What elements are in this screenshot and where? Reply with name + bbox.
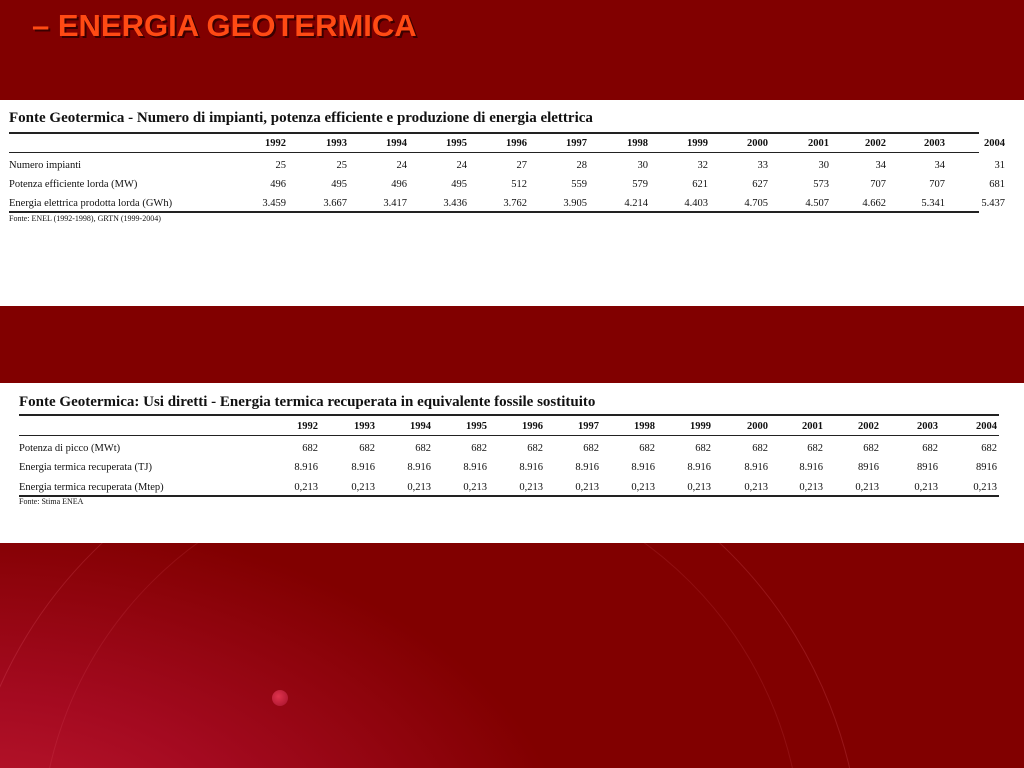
row-label: Energia termica recuperata (Mtep) xyxy=(19,482,164,493)
table-cell: 0,213 xyxy=(687,482,711,493)
table-cell: 24 xyxy=(396,160,407,171)
table-cell: 34 xyxy=(934,160,945,171)
year-header: 1995 xyxy=(446,138,467,149)
table-cell: 8916 xyxy=(976,462,997,473)
year-header: 1995 xyxy=(466,421,487,432)
table-cell: 0,213 xyxy=(519,482,543,493)
year-header: 2004 xyxy=(984,138,1005,149)
table-cell: 8.916 xyxy=(294,462,318,473)
table-cell: 3.905 xyxy=(563,198,587,209)
table-cell: 4.662 xyxy=(862,198,886,209)
table-cell: 559 xyxy=(571,179,587,190)
table-cell: 34 xyxy=(875,160,886,171)
table-bottom-rule xyxy=(19,495,999,497)
table-cell: 681 xyxy=(989,179,1005,190)
electric-production-table-image xyxy=(0,100,1024,306)
table-cell: 496 xyxy=(391,179,407,190)
table-title: Fonte Geotermica - Numero di impianti, potenza efficiente e produzione di energia elettrica xyxy=(9,110,593,126)
table-cell: 0,213 xyxy=(799,482,823,493)
table-cell: 495 xyxy=(331,179,347,190)
table-cell: 25 xyxy=(275,160,286,171)
year-header: 1996 xyxy=(506,138,527,149)
table-cell: 682 xyxy=(415,443,431,454)
table-cell: 682 xyxy=(359,443,375,454)
table-cell: 682 xyxy=(981,443,997,454)
year-header: 1992 xyxy=(297,421,318,432)
row-label: Potenza efficiente lorda (MW) xyxy=(9,179,138,190)
table-cell: 0,213 xyxy=(351,482,375,493)
year-header: 2002 xyxy=(865,138,886,149)
table-cell: 32 xyxy=(697,160,708,171)
table-cell: 0,213 xyxy=(914,482,938,493)
table-source: Fonte: Stima ENEA xyxy=(19,497,84,506)
table-cell: 621 xyxy=(692,179,708,190)
year-header: 1998 xyxy=(627,138,648,149)
table-cell: 8.916 xyxy=(351,462,375,473)
table-cell: 682 xyxy=(752,443,768,454)
table-cell: 8.916 xyxy=(744,462,768,473)
table-cell: 682 xyxy=(583,443,599,454)
table-cell: 8916 xyxy=(858,462,879,473)
table-cell: 682 xyxy=(302,443,318,454)
table-cell: 3.417 xyxy=(383,198,407,209)
table-cell: 8.916 xyxy=(407,462,431,473)
table-cell: 495 xyxy=(451,179,467,190)
table-cell: 8.916 xyxy=(519,462,543,473)
table-cell: 0,213 xyxy=(294,482,318,493)
table-cell: 682 xyxy=(863,443,879,454)
row-label: Energia elettrica prodotta lorda (GWh) xyxy=(9,198,173,209)
table-cell: 3.667 xyxy=(323,198,347,209)
table-cell: 0,213 xyxy=(463,482,487,493)
table-cell: 30 xyxy=(637,160,648,171)
year-header: 1997 xyxy=(566,138,587,149)
table-cell: 24 xyxy=(456,160,467,171)
year-header: 2003 xyxy=(917,421,938,432)
table-cell: 8.916 xyxy=(799,462,823,473)
table-cell: 4.403 xyxy=(684,198,708,209)
table-title: Fonte Geotermica: Usi diretti - Energia termica recuperata in equivalente fossile sostituito xyxy=(19,394,596,410)
year-header: 2002 xyxy=(858,421,879,432)
table-cell: 30 xyxy=(818,160,829,171)
year-header: 1996 xyxy=(522,421,543,432)
table-cell: 27 xyxy=(516,160,527,171)
year-header: 1992 xyxy=(265,138,286,149)
year-header: 2001 xyxy=(802,421,823,432)
row-label: Potenza di picco (MWt) xyxy=(19,443,121,454)
table-cell: 3.459 xyxy=(262,198,286,209)
table-cell: 627 xyxy=(752,179,768,190)
year-header: 1994 xyxy=(410,421,431,432)
table-cell: 0,213 xyxy=(855,482,879,493)
table-cell: 682 xyxy=(527,443,543,454)
table-cell: 682 xyxy=(807,443,823,454)
table-cell: 707 xyxy=(870,179,886,190)
year-header: 1997 xyxy=(578,421,599,432)
table-cell: 512 xyxy=(511,179,527,190)
year-header: 2003 xyxy=(924,138,945,149)
table-cell: 4.705 xyxy=(744,198,768,209)
table-cell: 573 xyxy=(813,179,829,190)
background-dot xyxy=(272,690,288,706)
table-top-rule xyxy=(9,132,979,134)
table-cell: 0,213 xyxy=(744,482,768,493)
table-cell: 5.437 xyxy=(981,198,1005,209)
table-cell: 0,213 xyxy=(973,482,997,493)
table-cell: 33 xyxy=(757,160,768,171)
table-top-rule xyxy=(19,414,999,416)
table-cell: 0,213 xyxy=(407,482,431,493)
direct-uses-table-image xyxy=(0,383,1024,543)
table-bottom-rule xyxy=(9,211,979,213)
slide-title: – ENERGIA GEOTERMICA xyxy=(32,8,417,43)
table-cell: 4.507 xyxy=(805,198,829,209)
year-header: 1999 xyxy=(690,421,711,432)
year-header: 2000 xyxy=(747,138,768,149)
year-header: 1993 xyxy=(354,421,375,432)
table-cell: 8916 xyxy=(917,462,938,473)
table-cell: 28 xyxy=(576,160,587,171)
table-cell: 5.341 xyxy=(921,198,945,209)
table-cell: 3.436 xyxy=(443,198,467,209)
table-cell: 707 xyxy=(929,179,945,190)
table-cell: 25 xyxy=(336,160,347,171)
table-cell: 8.916 xyxy=(687,462,711,473)
table-source: Fonte: ENEL (1992-1998), GRTN (1999-2004) xyxy=(9,214,161,223)
table-cell: 8.916 xyxy=(575,462,599,473)
table-cell: 0,213 xyxy=(631,482,655,493)
table-cell: 8.916 xyxy=(463,462,487,473)
year-header: 1999 xyxy=(687,138,708,149)
table-cell: 8.916 xyxy=(631,462,655,473)
table-cell: 31 xyxy=(994,160,1005,171)
row-label: Energia termica recuperata (TJ) xyxy=(19,462,153,473)
year-header: 2000 xyxy=(747,421,768,432)
table-cell: 682 xyxy=(922,443,938,454)
year-header: 1994 xyxy=(386,138,407,149)
year-header: 2001 xyxy=(808,138,829,149)
year-header: 1998 xyxy=(634,421,655,432)
row-label: Numero impianti xyxy=(9,160,82,171)
table-cell: 3.762 xyxy=(503,198,527,209)
table-cell: 682 xyxy=(695,443,711,454)
table-cell: 0,213 xyxy=(575,482,599,493)
table-cell: 579 xyxy=(632,179,648,190)
table-cell: 496 xyxy=(270,179,286,190)
year-header: 1993 xyxy=(326,138,347,149)
table-cell: 4.214 xyxy=(624,198,648,209)
table-header-rule xyxy=(9,152,979,153)
table-cell: 682 xyxy=(639,443,655,454)
year-header: 2004 xyxy=(976,421,997,432)
table-cell: 682 xyxy=(471,443,487,454)
table-header-rule xyxy=(19,435,999,436)
